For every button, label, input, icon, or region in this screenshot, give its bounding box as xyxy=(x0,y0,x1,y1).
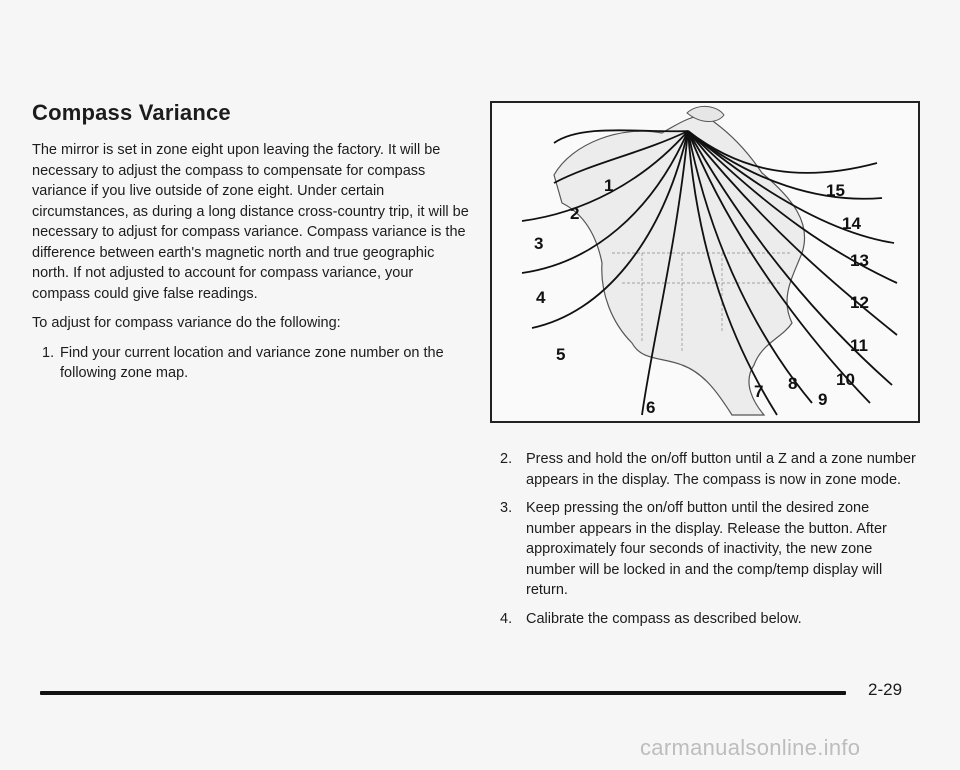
left-column xyxy=(32,140,472,392)
step-text: Keep pressing the on/off button until the desired zone number appears in the display. Release the button. After approximately four seconds of inactivity, the new zone number will be locked in and the comp/temp display will return. xyxy=(526,500,887,598)
zone-label-11: 11 xyxy=(850,336,868,355)
step-text: Find your current location and variance zone number on the following zone map. xyxy=(60,344,444,381)
right-column xyxy=(500,449,920,637)
zone-map xyxy=(490,101,920,423)
zone-label-2: 2 xyxy=(570,204,580,223)
step-number: 1. xyxy=(42,344,55,361)
zone-label-14: 14 xyxy=(842,214,861,233)
page-number: 2-29 xyxy=(868,680,903,699)
zone-label-7: 7 xyxy=(754,382,764,401)
step-text: Press and hold the on/off button until a Z and a zone number appears in the display. The compass is now in zone mode. xyxy=(526,451,916,488)
zone-label-1: 1 xyxy=(604,176,614,195)
step-number: 4. xyxy=(500,610,513,627)
step-item-4 xyxy=(500,609,920,630)
zone-label-8: 8 xyxy=(788,374,798,393)
steps-list-right xyxy=(500,449,920,629)
step-text: Calibrate the compass as described below. xyxy=(526,610,802,627)
zone-label-9: 9 xyxy=(818,390,828,409)
step-item-3 xyxy=(500,498,920,601)
watermark: carmanualsonline.info xyxy=(640,735,861,760)
step-item-1 xyxy=(32,343,472,384)
instruction-lead: To adjust for compass variance do the following: xyxy=(32,315,341,331)
step-number: 3. xyxy=(500,500,513,516)
zone-label-6: 6 xyxy=(646,398,656,417)
intro-paragraph: The mirror is set in zone eight upon leaving the factory. It will be necessary to adjust the compass to compensate for compass variance if you live outside of zone eight. Under certain circumstances, as during a long distance cross-country trip, it will be necessary to adjust for compass variance. Compass variance is the difference between earth's magnetic north and true geographic north. If not adjusted to account for compass variance, your compass could give false readings. xyxy=(32,142,469,302)
step-number: 2. xyxy=(500,451,513,467)
footer-divider xyxy=(40,691,846,695)
steps-list-left xyxy=(32,343,472,384)
zone-label-10: 10 xyxy=(836,370,855,389)
zone-label-13: 13 xyxy=(850,251,869,270)
zone-map-figure xyxy=(492,103,918,421)
zone-label-12: 12 xyxy=(850,293,869,312)
section-title: Compass Variance xyxy=(32,100,231,125)
step-item-2 xyxy=(500,449,920,490)
zone-label-4: 4 xyxy=(536,288,546,307)
zone-label-5: 5 xyxy=(556,345,566,364)
zone-label-15: 15 xyxy=(826,181,845,200)
zone-label-3: 3 xyxy=(534,234,544,253)
